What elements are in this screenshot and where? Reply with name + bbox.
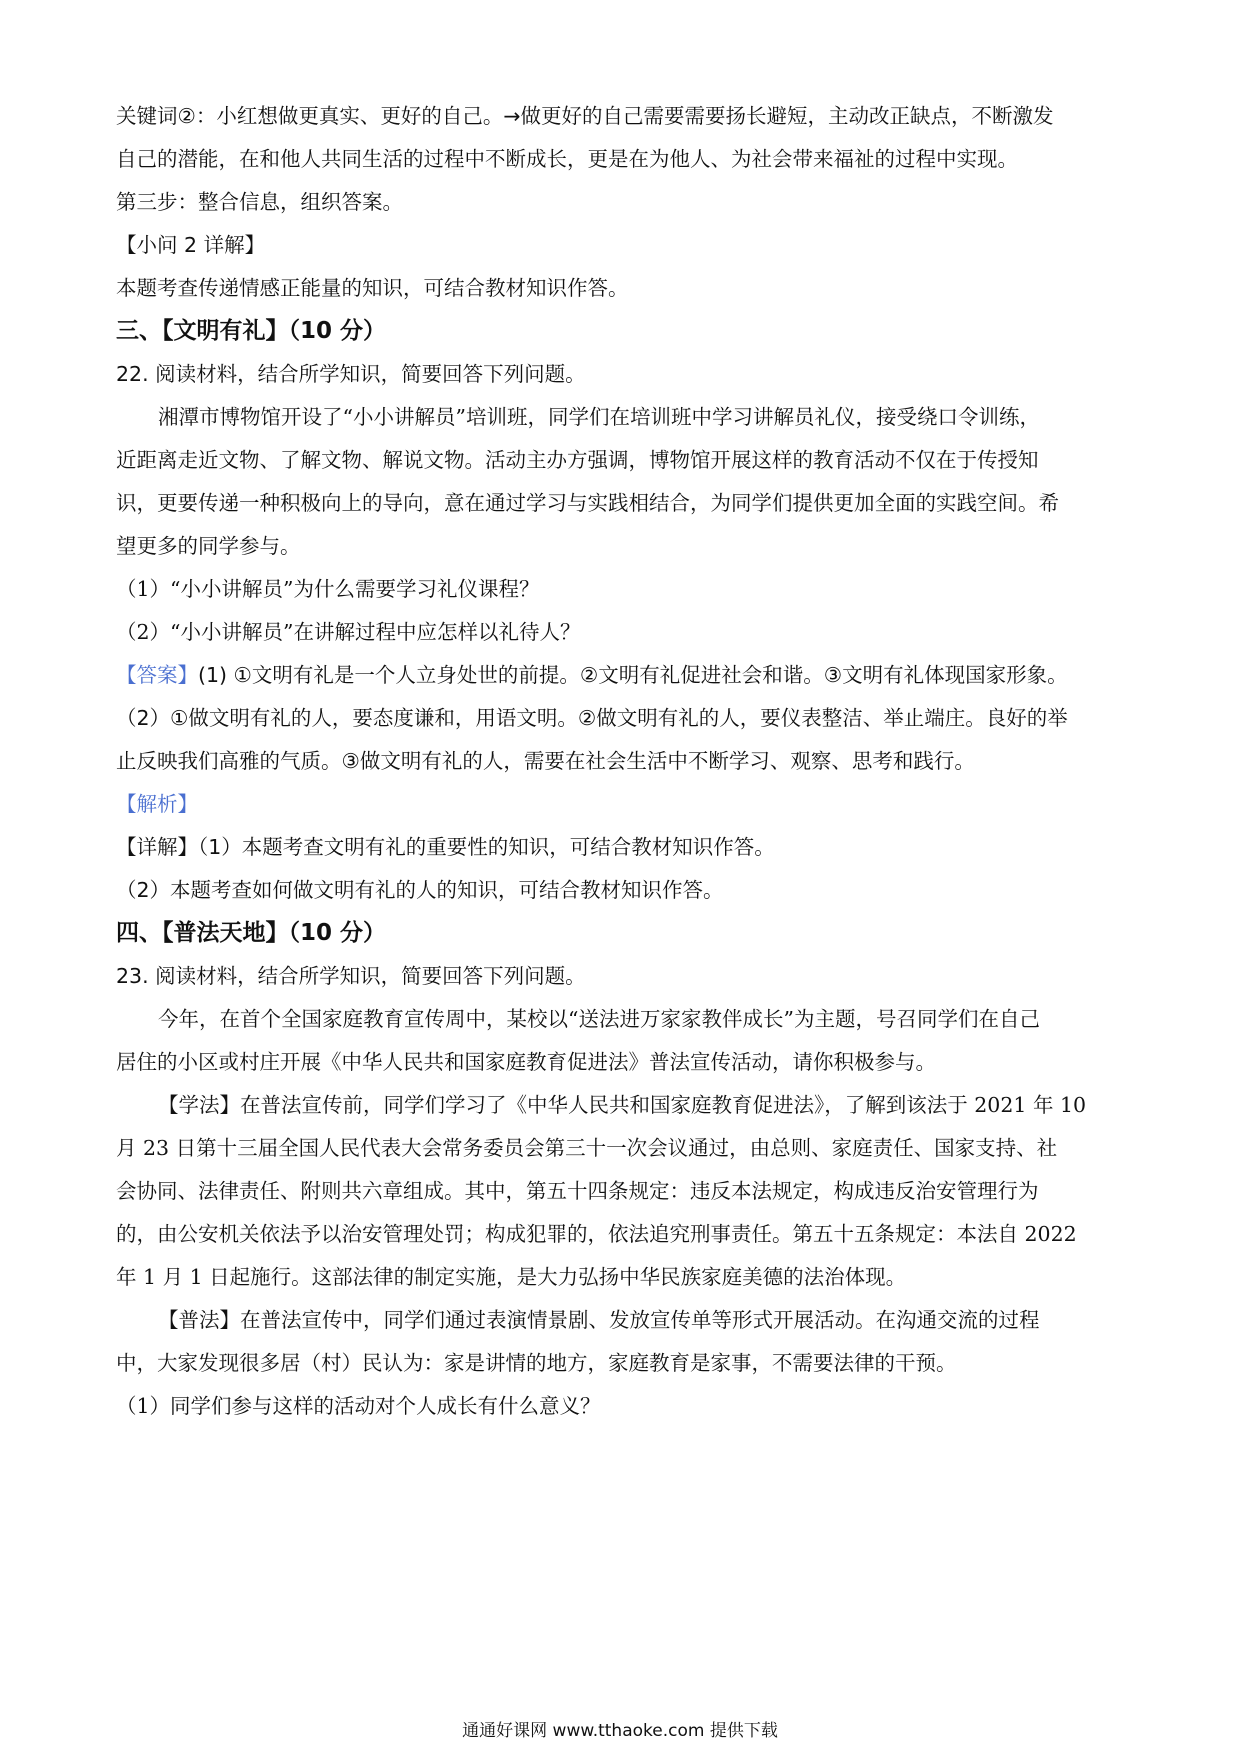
section-4-heading: 四、【普法天地】（10 分） [116,920,387,946]
question-23-material-line-3: 【学法】在普法宣传前，同学们学习了《中华人民共和国家庭教育促进法》，了解到该法于 2021 年 10 [158,1093,1087,1117]
question-23-stem: 23. 阅读材料，结合所学知识，简要回答下列问题。 [116,964,586,988]
section-3-heading: 三、【文明有礼】（10 分） [116,318,387,344]
question-22-material-line-2: 近距离走近文物、了解文物、解说文物。活动主办方强调，博物馆开展这样的教育活动不仅在于传授知 [116,448,1039,472]
analysis-tag: 【解析】 [116,792,198,816]
sub-question-2-explanation: 本题考查传递情感正能量的知识，可结合教材知识作答。 [116,276,629,300]
question-23-material-line-4: 月 23 日第十三届全国人民代表大会常务委员会第三十一次会议通过，由总则、家庭责任、国家支持、社 [116,1136,1058,1160]
page-footer: 通通好课网 www.tthaoke.com 提供下载 [462,1721,778,1741]
answer-line-3: 止反映我们高雅的气质。③做文明有礼的人，需要在社会生活中不断学习、观察、思考和践行。 [116,749,975,773]
answer-tag: 【答案】 [116,663,198,687]
question-22-sub-1: （1）“小小讲解员”为什么需要学习礼仪课程？ [116,577,540,601]
keyword-2-line-1: 关键词②：小红想做更真实、更好的自己。→做更好的自己需要需要扬长避短，主动改正缺点，不断激发 [116,104,1054,128]
question-23-material-line-1: 今年，在首个全国家庭教育宣传周中，某校以“送法进万家家教伴成长”为主题，号召同学们在自己 [158,1007,1040,1031]
keyword-2-line-2: 自己的潜能，在和他人共同生活的过程中不断成长，更是在为他人、为社会带来福祉的过程中实现。 [116,147,1018,171]
step-3: 第三步：整合信息，组织答案。 [116,190,403,214]
question-23-material-line-5: 会协同、法律责任、附则共六章组成。其中，第五十四条规定：违反本法规定，构成违反治安管理行为 [116,1179,1039,1203]
answer-text-1: (1) ①文明有礼是一个人立身处世的前提。②文明有礼促进社会和谐。③文明有礼体现国家形象。 [198,663,1068,687]
question-23-material-line-7: 年 1 月 1 日起施行。这部法律的制定实施，是大力弘扬中华民族家庭美德的法治体现。 [116,1265,907,1289]
detail-line-2: （2）本题考查如何做文明有礼的人的知识，可结合教材知识作答。 [116,878,724,902]
question-22-material-line-3: 识，更要传递一种积极向上的导向，意在通过学习与实践相结合，为同学们提供更加全面的实践空间。希 [116,491,1059,515]
question-23-material-line-6: 的，由公安机关依法予以治安管理处罚；构成犯罪的，依法追究刑事责任。第五十五条规定：本法自 2022 [116,1222,1077,1246]
answer-line-1 [116,660,1068,690]
question-22-stem: 22. 阅读材料，结合所学知识，简要回答下列问题。 [116,362,586,386]
question-23-sub-1: （1）同学们参与这样的活动对个人成长有什么意义？ [116,1394,601,1418]
question-23-material-line-9: 中，大家发现很多居（村）民认为：家是讲情的地方，家庭教育是家事，不需要法律的干预。 [116,1351,957,1375]
question-22-material-line-4: 望更多的同学参与。 [116,534,301,558]
question-23-material-line-8: 【普法】在普法宣传中，同学们通过表演情景剧、发放宣传单等形式开展活动。在沟通交流的过程 [158,1308,1040,1332]
detail-line-1: 【详解】（1）本题考查文明有礼的重要性的知识，可结合教材知识作答。 [116,835,775,859]
question-22-material-line-1: 湘潭市博物馆开设了“小小讲解员”培训班，同学们在培训班中学习讲解员礼仪，接受绕口令训练， [158,405,1040,429]
question-23-material-line-2: 居住的小区或村庄开展《中华人民共和国家庭教育促进法》普法宣传活动，请你积极参与。 [116,1050,936,1074]
sub-question-2-heading: 【小问 2 详解】 [116,233,266,257]
question-22-sub-2: （2）“小小讲解员”在讲解过程中应怎样以礼待人？ [116,620,581,644]
answer-line-2: （2）①做文明有礼的人，要态度谦和，用语文明。②做文明有礼的人，要仪表整洁、举止端庄。良好的举 [116,706,1068,730]
